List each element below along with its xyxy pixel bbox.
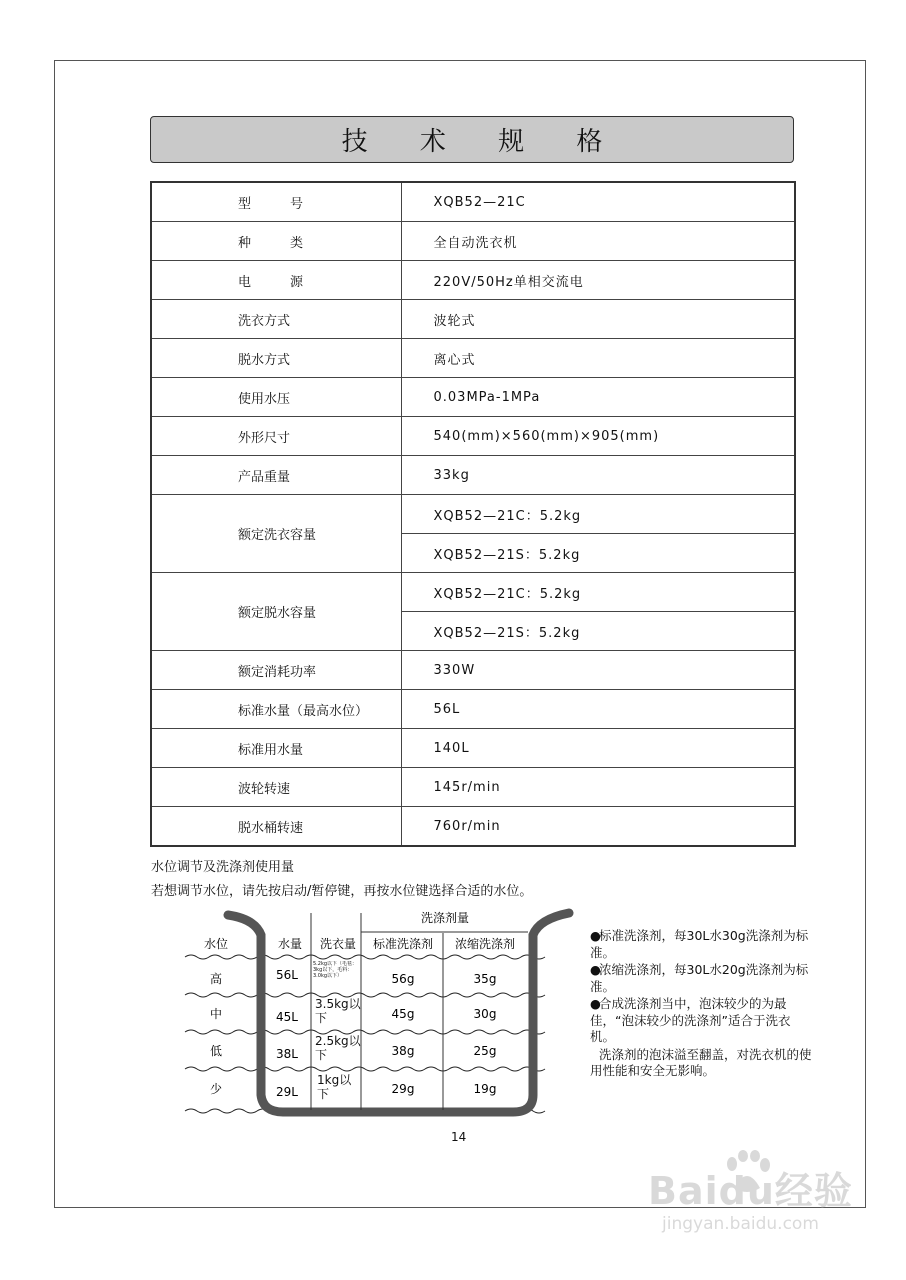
water-cell: 29L: [276, 1085, 298, 1099]
spec-value: 33kg: [401, 456, 795, 495]
table-row: [151, 417, 795, 456]
note-text: 洗涤剂的泡沫溢至翻盖，对洗衣机的使用性能和安全无影响。: [590, 1046, 812, 1078]
level-cell: 低: [209, 1044, 223, 1058]
spec-key: 波轮转速: [151, 768, 401, 807]
header-concentrated: 浓缩洗涤剂: [454, 937, 516, 951]
page-title: 技 术 规 格: [150, 116, 794, 163]
detergent-group-header: 洗涤剂量: [420, 911, 470, 925]
spec-key: 洗衣方式: [151, 300, 401, 339]
laundry-cell: [313, 961, 361, 993]
list-item: [590, 962, 815, 995]
spec-key: 产品重量: [151, 456, 401, 495]
water-cell: 56L: [276, 968, 298, 982]
table-row: [151, 261, 795, 300]
standard-cell: 38g: [391, 1044, 415, 1058]
water-instruction: 若想调节水位，请先按启动/暂停键，再按水位键选择合适的水位。: [151, 884, 533, 899]
spec-key: 脱水方式: [151, 339, 401, 378]
level-cell: 高: [209, 972, 223, 986]
spec-table: [150, 181, 796, 847]
water-section-title: 水位调节及洗涤剂使用量: [151, 860, 295, 875]
water-cell: 38L: [276, 1047, 298, 1061]
table-row: [151, 182, 795, 222]
header-laundry: 洗衣量: [319, 937, 357, 951]
spec-value: 540(mm)×560(mm)×905(mm): [401, 417, 795, 456]
list-item: [590, 1047, 815, 1080]
spec-key: 电 源: [151, 261, 401, 300]
header-standard: 标准洗涤剂: [372, 937, 434, 951]
spec-value: 全自动洗衣机: [401, 222, 795, 261]
standard-cell: 45g: [391, 1007, 415, 1021]
header-level: 水位: [203, 937, 229, 951]
detergent-notes: [590, 928, 815, 1081]
table-row: [151, 768, 795, 807]
table-row: [151, 573, 795, 612]
laundry-cell: [317, 1073, 361, 1107]
concentrated-cell: 30g: [473, 1007, 497, 1021]
spec-value: XQB52—21C：5.2kg: [401, 495, 795, 534]
standard-cell: 56g: [391, 972, 415, 986]
spec-key: 脱水桶转速: [151, 807, 401, 847]
laundry-text: 5.2kg以下（毛毯：3kg以下，毛料：3.0kg以下）: [313, 961, 358, 979]
spec-key: 种 类: [151, 222, 401, 261]
watermark-brand: Baidu经验: [648, 1169, 853, 1213]
table-row: [210, 961, 496, 993]
bullet-icon: ●: [590, 996, 601, 1011]
concentrated-cell: 35g: [473, 972, 497, 986]
spec-key: 使用水压: [151, 378, 401, 417]
table-row: [151, 729, 795, 768]
spec-value: XQB52—21C：5.2kg: [401, 573, 795, 612]
table-row: [210, 1034, 496, 1068]
table-row: [151, 222, 795, 261]
table-row: [151, 300, 795, 339]
list-item: [590, 928, 815, 961]
laundry-cell: [315, 997, 361, 1031]
spec-value: 145r/min: [401, 768, 795, 807]
water-cell: 45L: [276, 1010, 298, 1024]
spec-key: 外形尺寸: [151, 417, 401, 456]
spec-key: 额定消耗功率: [151, 651, 401, 690]
table-row: [151, 651, 795, 690]
spec-value: 离心式: [401, 339, 795, 378]
watermark-url: jingyan.baidu.com: [662, 1214, 819, 1234]
bullet-icon: ●: [590, 962, 601, 977]
spec-value: 760r/min: [401, 807, 795, 847]
table-row: [210, 997, 496, 1031]
page-number: 14: [451, 1130, 467, 1144]
laundry-text: 3.5kg以下: [315, 997, 361, 1025]
table-row: [151, 339, 795, 378]
laundry-text: 2.5kg以下: [315, 1034, 361, 1062]
spec-key: 型 号: [151, 182, 401, 222]
spec-key: 额定洗衣容量: [151, 495, 401, 573]
table-row: [151, 495, 795, 534]
water-level-diagram: [183, 905, 583, 1120]
list-item: [590, 996, 815, 1046]
table-row: [151, 378, 795, 417]
laundry-cell: [315, 1034, 361, 1068]
table-row: [210, 1073, 496, 1107]
spec-key: 额定脱水容量: [151, 573, 401, 651]
table-row: [151, 807, 795, 847]
level-cell: 少: [209, 1082, 223, 1096]
spec-key: 标准用水量: [151, 729, 401, 768]
spec-key: 标准水量（最高水位）: [151, 690, 401, 729]
spec-value: XQB52—21S：5.2kg: [401, 612, 795, 651]
spec-value: XQB52—21C: [401, 182, 795, 222]
spec-value: XQB52—21S：5.2kg: [401, 534, 795, 573]
note-text: 浓缩洗涤剂，每30L水20g洗涤剂为标准。: [590, 962, 809, 994]
level-cell: 中: [209, 1007, 223, 1021]
concentrated-cell: 25g: [473, 1044, 497, 1058]
bullet-icon: ●: [590, 928, 601, 943]
spec-value: 140L: [401, 729, 795, 768]
table-row: [151, 456, 795, 495]
spec-value: 220V/50Hz单相交流电: [401, 261, 795, 300]
spec-value: 330W: [401, 651, 795, 690]
laundry-text: 1kg以下: [317, 1073, 352, 1101]
baidu-watermark: [640, 1150, 880, 1250]
spec-value: 波轮式: [401, 300, 795, 339]
concentrated-cell: 19g: [473, 1082, 497, 1096]
note-text: 标准洗涤剂，每30L水30g洗涤剂为标准。: [590, 928, 809, 960]
note-text: 合成洗涤剂当中，泡沫较少的为最佳，“泡沫较少的洗涤剂”适合于洗衣机。: [590, 996, 791, 1044]
spec-value: 0.03MPa-1MPa: [401, 378, 795, 417]
table-row: [151, 690, 795, 729]
spec-value: 56L: [401, 690, 795, 729]
header-water: 水量: [277, 937, 303, 951]
standard-cell: 29g: [391, 1082, 415, 1096]
